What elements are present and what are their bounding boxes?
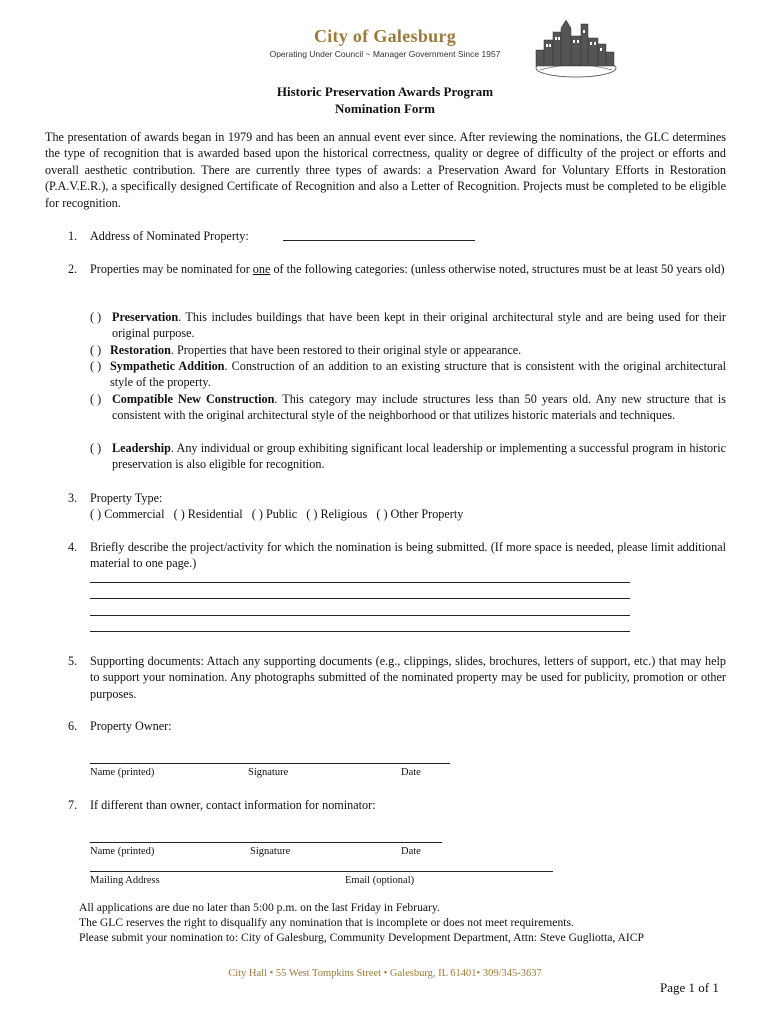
nominator-address-line[interactable] — [90, 871, 553, 872]
form-title-line-2: Nomination Form — [334, 101, 436, 116]
owner-signature-label: Signature — [248, 767, 289, 778]
category-leadership — [90, 440, 726, 473]
description-line-1[interactable] — [90, 582, 630, 583]
nominator-signature-label: Signature — [250, 846, 291, 857]
category-restoration-desc: . Properties that have been restored to their original style or appearance. — [170, 343, 522, 357]
form-title-line-1: Historic Preservation Awards Program — [276, 84, 494, 99]
category-restoration-name: Restoration — [110, 343, 171, 357]
question-1-text: Address of Nominated Property: — [90, 229, 249, 243]
category-sympathetic-addition-name: Sympathetic Addition — [110, 359, 225, 373]
category-preservation-checkbox[interactable]: ( ) — [90, 310, 102, 324]
question-2-post: of the following categories: (unless otherwise noted, structures must be at least 50 years old) — [270, 262, 725, 276]
question-6-number: 6. — [68, 719, 78, 733]
intro-paragraph: The presentation of awards began in 1979 and has been an annual event ever since. After reviewing the nominations, the GLC determines the type of recognition that is awarded based upon the historical correctness, quality or degree of difficulty of the project or efforts and overall aesthetic contribution. There are currently three types of awards: a Preservation Award for Voluntary Efforts in Restoration (P.A.V.E.R.), a specifically designed Certificate of Recognition and also a Letter of Recognition. Projects must be completed to be eligible for recognition. — [45, 130, 726, 210]
category-sympathetic-addition-desc: . Construction of an addition to an existing structure that is consistent with the original architectural style of the property. — [110, 359, 726, 390]
mailing-address-label: Mailing Address — [90, 875, 160, 886]
description-line-3[interactable] — [90, 615, 630, 616]
category-sympathetic-addition — [90, 358, 726, 391]
page-number: Page 1 of 1 — [660, 980, 719, 995]
city-skyline-seal-icon — [530, 10, 622, 78]
owner-name-label: Name (printed) — [90, 767, 155, 778]
category-leadership-desc: . Any individual or group exhibiting significant local leadership or implementing a successful program in historic preservation is also eligible for recognition. — [112, 441, 726, 472]
description-line-2[interactable] — [90, 598, 630, 599]
footer-address: City Hall • 55 West Tompkins Street • Galesburg, IL 61401• 309/345-3637 — [228, 968, 542, 979]
question-3-number: 3. — [68, 491, 78, 505]
question-2-text — [90, 261, 726, 277]
category-restoration — [90, 342, 726, 358]
question-7-number: 7. — [68, 798, 78, 812]
category-compatible-new-construction — [90, 391, 726, 424]
category-compatible-new-construction-name: Compatible New Construction — [112, 392, 275, 406]
question-7-text: If different than owner, contact information for nominator: — [90, 798, 376, 812]
question-4-text: Briefly describe the project/activity for which the nomination is being submitted. (If more space is needed, please limit additional material to one page.) — [90, 540, 726, 571]
question-2-number: 2. — [68, 262, 78, 276]
city-tagline: Operating Under Council ~ Manager Government Since 1957 — [269, 49, 501, 59]
nominator-signature-line[interactable] — [90, 842, 442, 843]
question-4-number: 4. — [68, 540, 78, 554]
property-type-options[interactable]: ( ) Commercial ( ) Residential ( ) Public ( ) Religious ( ) Other Property — [90, 507, 464, 521]
category-leadership-name: Leadership — [112, 441, 171, 455]
question-2-pre: Properties may be nominated for — [90, 262, 253, 276]
nominated-property-address-field[interactable] — [283, 240, 475, 241]
email-label: Email (optional) — [345, 875, 415, 886]
final-note-deadline: All applications are due no later than 5:00 p.m. on the last Friday in February. — [79, 901, 440, 914]
question-5-number: 5. — [68, 654, 78, 668]
description-line-4[interactable] — [90, 631, 630, 632]
category-compatible-new-construction-checkbox[interactable]: ( ) — [90, 392, 102, 406]
category-leadership-checkbox[interactable]: ( ) — [90, 441, 102, 455]
category-restoration-checkbox[interactable]: ( ) — [90, 343, 102, 357]
category-sympathetic-addition-checkbox[interactable]: ( ) — [90, 359, 102, 373]
question-2-underlined: one — [252, 262, 271, 276]
category-compatible-new-construction-desc: . This category may include structures less than 50 years old. Any new structure that is consistent with the original architectural style of the neighborhood or that utilizes historic materials and techniques. — [112, 392, 726, 423]
owner-signature-line[interactable] — [90, 763, 450, 764]
question-1-number: 1. — [68, 229, 78, 243]
category-preservation-desc: . This includes buildings that have been kept in their original architectural style and are being used for their original purpose. — [112, 310, 726, 341]
question-5-text: Supporting documents: Attach any supporting documents (e.g., clippings, slides, brochures, letters of support, etc.) that may help to support your nomination. Any photographs submitted of the nominated property may be used for publicity, promotion or other purposes. — [90, 654, 726, 701]
nominator-name-label: Name (printed) — [90, 846, 155, 857]
question-3-text: Property Type: — [90, 491, 163, 505]
final-note-submit: Please submit your nomination to: City of Galesburg, Community Development Department, Attn: Steve Gugliotta, AICP — [79, 931, 644, 944]
owner-date-label: Date — [401, 767, 421, 778]
final-note-disqualify: The GLC reserves the right to disqualify any nomination that is incomplete or does not meet requirements. — [79, 916, 574, 929]
nominator-date-label: Date — [401, 846, 421, 857]
question-6-text: Property Owner: — [90, 719, 172, 733]
category-preservation — [90, 309, 726, 342]
form-title — [0, 83, 770, 117]
city-name: City of Galesburg — [313, 26, 457, 46]
category-preservation-name: Preservation — [112, 310, 179, 324]
